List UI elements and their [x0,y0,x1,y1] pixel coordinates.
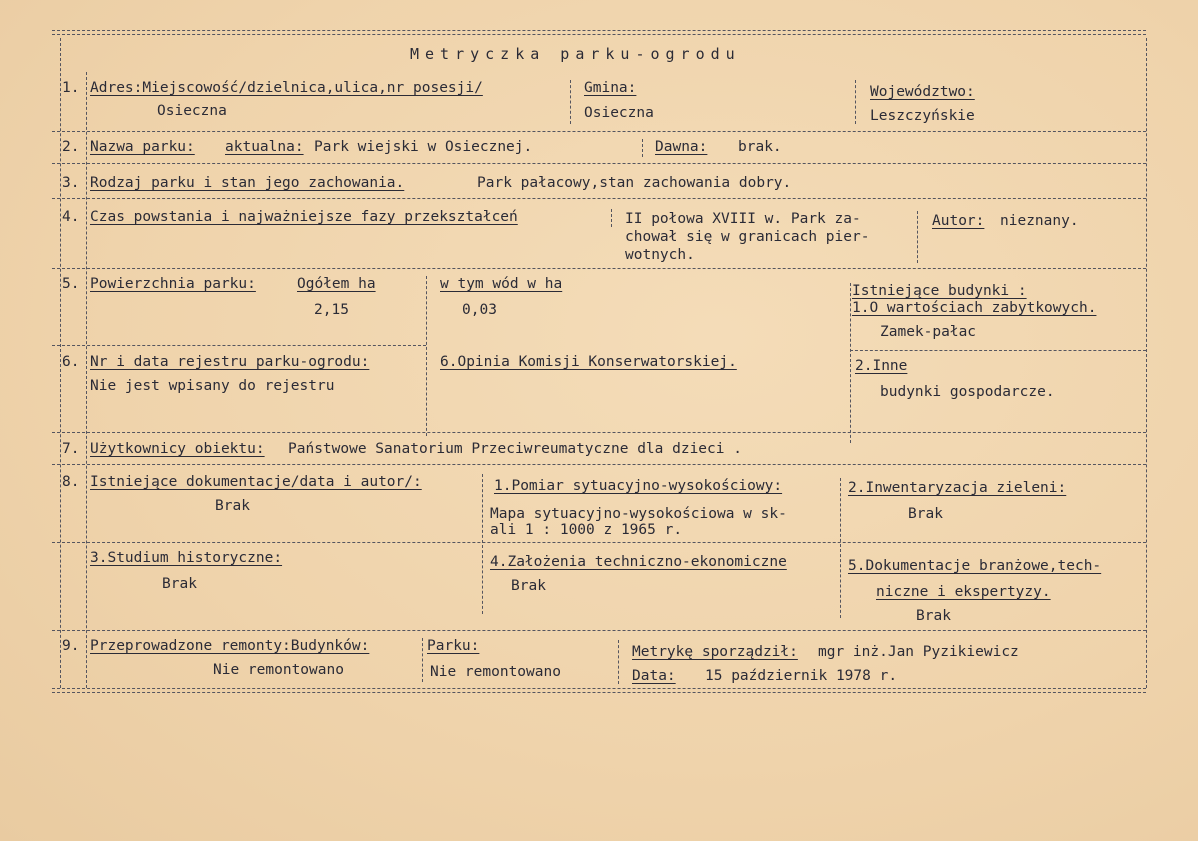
row1-divider-2 [855,80,856,124]
survey-value-line1: Mapa sytuacyjno-wysokościowa w sk- [490,506,787,522]
row9-number: 9. [62,638,80,654]
former-name-label: Dawna: [655,139,708,155]
current-name-value: Park wiejski w Osiecznej. [314,139,533,155]
historical-study-value: Brak [162,576,197,592]
users-value: Państwowe Sanatorium Przeciwreumatyczne dla dzieci . [288,441,742,457]
row7-bottom-rule [52,464,1146,465]
row3-number: 3. [62,175,80,191]
row8-mid-rule [52,542,1146,543]
water-area-label: w tym wód w ha [440,276,563,292]
row2-number: 2. [62,139,80,155]
users-label: Użytkownicy obiektu: [90,441,265,457]
row5-bottom-rule-left [52,345,426,346]
historic-buildings-label: 1.O wartościach zabytkowych. [852,300,1097,316]
documentation-label: Istniejące dokumentacje/data i autor/: [90,474,422,490]
area-total-label: Ogółem ha [297,276,376,292]
row9-divider-2 [618,640,619,684]
row8-bottom-rule [52,630,1146,631]
address-city: Osieczna [157,103,227,119]
conservation-opinion-label: 6.Opinia Komisji Konserwatorskiej. [440,354,737,370]
history-text-line1: II połowa XVIII w. Park za- [625,211,861,227]
buildings-renovation-value: Nie remontowano [213,662,344,678]
voivodeship-label: Województwo: [870,84,975,100]
row1-number: 1. [62,80,80,96]
row1-bottom-rule [52,131,1146,132]
branch-documentation-value: Brak [916,608,951,624]
row1-divider-1 [570,80,571,124]
row8-number: 8. [62,474,80,490]
park-renovation-label: Parku: [427,638,480,654]
row4-divider-2 [917,211,918,263]
row2-bottom-rule [52,163,1146,164]
prepared-by-value: mgr inż.Jan Pyzikiewicz [818,644,1019,660]
top-double-rule [52,30,1146,35]
row8-divider-2 [840,478,841,618]
gmina-label: Gmina: [584,80,637,96]
area-total-value: 2,15 [314,302,349,318]
history-text-line2: chował się w granicach pier- [625,229,870,245]
buildings-label: Istniejące budynki : [852,283,1027,299]
buildings-column-divider [850,283,851,443]
bottom-double-rule [52,688,1146,693]
current-name-label: aktualna: [225,139,304,155]
history-label: Czas powstania i najważniejsze fazy przekształceń [90,209,518,225]
date-label: Data: [632,668,676,684]
renovations-label: Przeprowadzone remonty:Budynków: [90,638,370,654]
documentation-value: Brak [215,498,250,514]
row6-bottom-rule [52,432,1146,433]
greenery-inventory-value: Brak [908,506,943,522]
history-text-line3: wotnych. [625,247,695,263]
park-type-value: Park pałacowy,stan zachowania dobry. [477,175,792,191]
greenery-inventory-label: 2.Inwentaryzacja zieleni: [848,480,1067,496]
technical-economic-value: Brak [511,578,546,594]
address-label: Adres:Miejscowość/dzielnica,ulica,nr posesji/ [90,80,483,96]
other-buildings-top-rule [850,350,1146,351]
park-name-label: Nazwa parku: [90,139,195,155]
area-label: Powierzchnia parku: [90,276,256,292]
row7-number: 7. [62,441,80,457]
park-type-label: Rodzaj parku i stan jego zachowania. [90,175,405,191]
row4-divider-1 [611,209,612,227]
register-label: Nr i data rejestru parku-ogrodu: [90,354,370,370]
row5-divider-1 [426,276,427,436]
register-value: Nie jest wpisany do rejestru [90,378,335,394]
page-title: Metryczka parku-ogrodu [410,45,741,63]
row6-number: 6. [62,354,80,370]
former-name-value: brak. [738,139,782,155]
other-buildings-value: budynki gospodarcze. [880,384,1055,400]
prepared-by-label: Metrykę sporządził: [632,644,798,660]
survey-label: 1.Pomiar sytuacyjno-wysokościowy: [494,478,783,494]
voivodeship-value: Leszczyńskie [870,108,975,124]
other-buildings-label: 2.Inne [855,358,908,374]
survey-value-line2: ali 1 : 1000 z 1965 r. [490,522,683,538]
left-border [60,38,61,688]
row2-divider [642,139,643,157]
row4-number: 4. [62,209,80,225]
right-border [1146,38,1147,688]
row3-bottom-rule [52,198,1146,199]
branch-documentation-label-line1: 5.Dokumentacje branżowe,tech- [848,558,1102,574]
water-area-value: 0,03 [462,302,497,318]
date-value: 15 październik 1978 r. [705,668,898,684]
author-value: nieznany. [1000,213,1079,229]
park-renovation-value: Nie remontowano [430,664,561,680]
technical-economic-label: 4.Założenia techniczno-ekonomiczne [490,554,787,570]
gmina-value: Osieczna [584,105,654,121]
number-column-border [86,72,87,688]
branch-documentation-label-line2: niczne i ekspertyzy. [876,584,1051,600]
historic-buildings-value: Zamek-pałac [880,324,977,340]
author-label: Autor: [932,213,985,229]
row8-divider-1 [482,474,483,614]
row5-number: 5. [62,276,80,292]
row4-bottom-rule [52,268,1146,269]
historical-study-label: 3.Studium historyczne: [90,550,283,566]
row9-divider-1 [422,638,423,682]
